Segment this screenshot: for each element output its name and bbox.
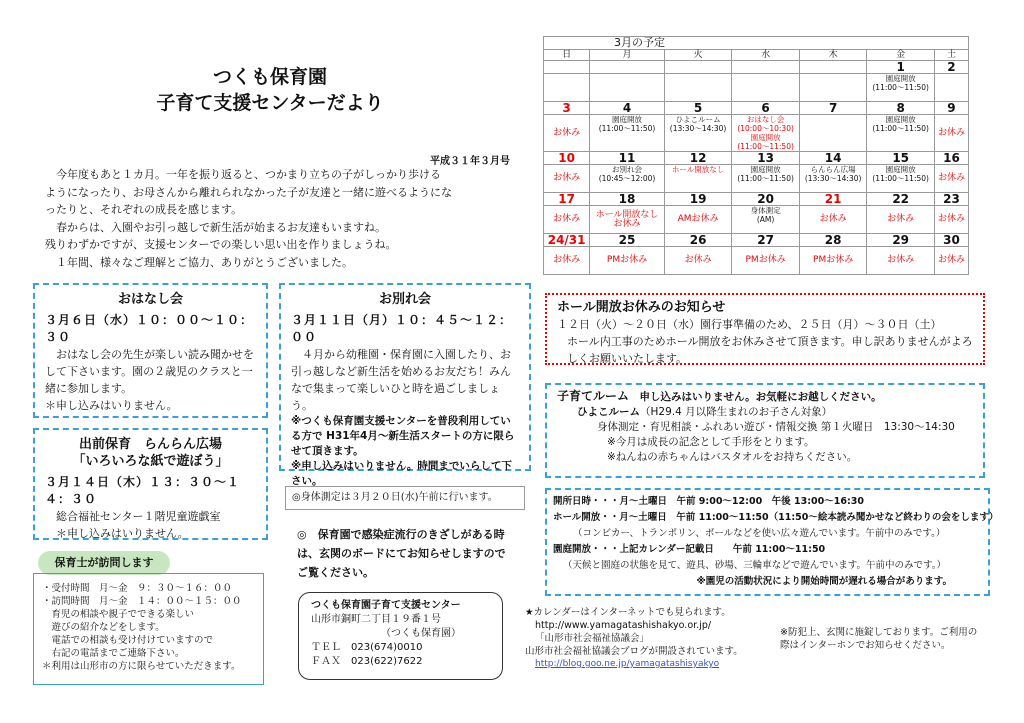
demae-place: 総合福祉センター１階児童遊戯室 [45,510,221,523]
march-calendar [543,36,969,275]
calendar-event: おはなし会 (10:00～10:30) 園庭開放 (11:00～11:50) [732,115,800,152]
calendar-date: 7 [799,102,867,115]
newsletter-title-2: 子育て支援センターだより [156,92,384,114]
calendar-event: お休み [934,115,968,152]
hall-notice-title: ホール開放お休みのお知らせ [557,300,726,315]
calendar-date: 24/31 [544,234,590,247]
demae-title-1: 出前保育 らんらん広場 [78,437,222,452]
calendar-date: 27 [732,234,800,247]
hours-line-1: 開所日時・・・月～土曜日 午前 9:00～12:00 午後 13:00～16:30 [553,496,864,507]
contact-sub: （つくも保育園） [381,628,461,639]
calendar-event [664,74,732,102]
ohanashi-time: ３月６日（水）１０：００～１０：３０ [45,313,254,344]
calendar-date: 28 [799,234,867,247]
owakare-title: お別れ会 [378,292,431,307]
calendar-event: お休み [867,247,935,275]
calendar-date: 19 [664,193,732,206]
calendar-event [732,74,800,102]
calendar-event: 園庭開放 (11:00～11:50) [867,165,935,193]
calendar-event: お休み [544,206,590,234]
owakare-note-2: ※申し込みはいりません。時間までいらして下さい。 [291,460,512,487]
issue-date: 平成３１年３月号 [430,156,510,167]
owakare-box [279,283,531,487]
contact-fax: ＦＡＸ 023(622)7622 [311,656,423,667]
intro-line: 残りわずかですが、支援センターでの楽しい思い出を作りましょうね。 [45,238,397,251]
contact-tel: ＴＥＬ 023(674)0010 [311,642,423,653]
owakare-note-1: ※つくも保育園支援センターを普段利用している方で H31年4月～新生活スタートの方に限らせて頂きます。 [291,415,515,457]
calendar-event: 園庭開放 (11:00～11:50) [732,165,800,193]
calendar-event [934,74,968,102]
footer-line-3: 「山形市社会福祉協議会」 [535,633,650,644]
calendar-day-header: 土 [934,50,968,61]
intro-line: １年間、様々なご理解とご協力、ありがとうございました。 [45,255,353,269]
calendar-event: PMお休み [590,247,665,275]
calendar-event: ホール開放なし お休み [590,206,665,234]
owakare-body: ４月から幼稚園・保育園に入園したり、お引っ越しなど新生活を始めるお友だち！みんなで集まって楽しいひと時を過ごしましょう。 [291,348,511,412]
calendar-day-header: 木 [799,50,867,61]
calendar-day-header: 金 [867,50,935,61]
calendar-date [664,61,732,74]
calendar-date: 10 [544,152,590,165]
kosodate-title-note: 申し込みはいりません。お気軽にお越しください。 [639,391,882,403]
calendar-event: お休み [934,206,968,234]
demae-title-2: 「いろいろな紙で遊ぼう」 [72,454,229,469]
visit-badge: 保育士が訪問します [38,551,170,575]
calendar-date: 22 [867,193,935,206]
infection-notice: ◎ 保育園で感染症流行のきざしがある時は、玄関のボードにてお知らせしますのでご覧ください。 [297,528,506,579]
hours-line-2: ホール開放・・月～土曜日 午前 11:00～11:50（11:50～絵本読み聞かせなど終わりの会をします） [553,512,999,523]
calendar-date [544,61,590,74]
calendar-date: 15 [867,152,935,165]
calendar-event: お休み [934,165,968,193]
calendar-event: お休み [799,206,867,234]
ohanashi-box [33,283,268,418]
calendar-date: 5 [664,102,732,115]
calendar-date [590,61,665,74]
calendar-event: らんらん広場 (13:30～14:30) [799,165,867,193]
calendar-event: 身体測定 (AM) [732,206,800,234]
demae-note: ＊申し込みはいりません。 [45,527,189,540]
measure-notice: ◎身体測定は３月２０日(水)午前に行います。 [285,486,525,510]
visit-line: 電話での相談も受け付けていますので [42,635,214,646]
visit-line: 育児の相談や親子でできる楽しい [42,609,195,620]
calendar-date: 23 [934,193,968,206]
footer-line-1: ★カレンダーはインターネットでも見られます。 [525,607,731,618]
calendar-day-header: 日 [544,50,590,61]
security-note: ※防犯上、玄関に施錠しております。ご利用の際はインターホンでお知らせください。 [780,627,978,651]
demae-box [33,428,268,540]
calendar-event: お休み [544,165,590,193]
calendar-date: 30 [934,234,968,247]
calendar-date: 11 [590,152,665,165]
calendar-event: お休み [867,206,935,234]
calendar-date: 16 [934,152,968,165]
demae-time: ３月１４日（木）１３：３０～１４：３０ [45,475,241,506]
calendar-date: 14 [799,152,867,165]
footer-line-4: 山形市社会福祉協議会ブログが開設されています。 [525,646,743,657]
contact-name: つくも保育園子育て支援センター [311,600,461,611]
calendar-event: ホール開放なし [664,165,732,193]
calendar-date: 21 [799,193,867,206]
calendar-date: 20 [732,193,800,206]
visit-box [33,573,264,685]
hours-line-6: ※園児の活動状況により開始時間が遅れる場合があります。 [696,576,952,587]
calendar-event: ひよこルーム (13:30～14:30) [664,115,732,152]
visit-line: ・受付時間 月～金 ９：３０～１６：００ [42,583,233,594]
calendar-event: AMお休み [664,206,732,234]
calendar-date: 4 [590,102,665,115]
calendar-date [799,61,867,74]
calendar-event: お休み [934,247,968,275]
intro-line: 今年度もあと１カ月。一年を振り返ると、つかまり立ちの子がしっかり歩ける [45,168,441,181]
calendar-date: 1 [867,61,935,74]
calendar-date: 29 [867,234,935,247]
hours-box [545,488,999,596]
calendar-event: 園庭開放 (11:00～11:50) [867,115,935,152]
calendar-date: 17 [544,193,590,206]
calendar-day-header: 月 [590,50,665,61]
hours-line-4: 園庭開放・・・上記カレンダー記載日 午前 11:00～11:50 [553,544,826,555]
hours-line-3: （コンビカー、トランポリン、ボールなどを使い広々遊んでいます。午前中のみです。） [573,528,946,539]
intro-line: ようになったり、お母さんから離れられなかった子が友達と一緒に遊べるようにな [45,185,452,199]
calendar-event [590,74,665,102]
calendar-day-header: 火 [664,50,732,61]
calendar-date: 6 [732,102,800,115]
visit-line: 右記の電話までご連絡下さい。 [42,648,185,659]
visit-line: ・訪問時間 月～金 １４：００～１５：００ [42,596,242,607]
calendar-event: お休み [544,115,590,152]
calendar-date: 3 [544,102,590,115]
calendar-event: 園庭開放 (11:00～11:50) [590,115,665,152]
intro-line: ったりと、それぞれの成長を感じます。 [45,203,243,216]
calendar-date: 12 [664,152,732,165]
hall-notice-line-2: ホール内工事のためホール開放をお休みさせて頂きます。申し訳ありませんがよろしくお願いいたします。 [567,335,973,365]
calendar-date [732,61,800,74]
calendar-event [544,74,590,102]
ohanashi-note: ＊申し込みはいりません。 [45,399,178,412]
calendar-day-header: 水 [732,50,800,61]
calendar-event: PMお休み [732,247,800,275]
intro-text [45,166,525,271]
calendar-date: 2 [934,61,968,74]
intro-line: 春からは、入園やお引っ越しで新生活が始まるお友達もいますね。 [45,220,386,234]
hiyoko-note-2: ※ねんねの赤ちゃんはバスタオルをお持ちください。 [607,451,858,463]
calendar-caption: 3月の予定 [544,37,969,50]
hiyoko-label: ひよこルーム [577,406,640,418]
ohanashi-title: おはなし会 [117,292,183,307]
calendar-date: 13 [732,152,800,165]
hours-line-5: （天候と園庭の状態を見て、遊具、砂場、三輪車などで遊んでいます。午前中のみです。） [563,560,947,571]
calendar-event [799,74,867,102]
kosodate-title: 子育てルーム [557,389,630,403]
calendar-event: お休み [544,247,590,275]
contact-box [298,592,503,680]
ohanashi-body: おはなし会の先生が楽しい読み聞かせをして下さいます。園の２歳児のクラスと一緒に参加します。 [45,348,254,395]
owakare-time: ３月１１日（月）１０：４５～１２：００ [291,313,513,344]
calendar-date: 9 [934,102,968,115]
newsletter-title-1: つくも保育園 [212,66,327,88]
footer-left [525,606,775,671]
calendar-date: 18 [590,193,665,206]
calendar-event: お別れ会 (10:45～12:00) [590,165,665,193]
calendar-event: お休み [664,247,732,275]
calendar-date: 25 [590,234,665,247]
calendar-event: 園庭開放 (11:00～11:50) [867,74,935,102]
hall-notice-line-1: １２日（火）～２０日（水）園行事準備のため、２５日（月）～３０日（土） [557,318,942,331]
hiyoko-note-1: ※今月は成長の記念として手形をとります。 [607,436,815,448]
footer-url-1[interactable]: http://www.yamagatashishakyo.or.jp/ [535,620,712,631]
calendar-date: 26 [664,234,732,247]
footer-url-2[interactable]: http://blog.goo.ne.jp/yamagatashisyakyo [535,659,720,669]
hiyoko-target: （H29.4 月以降生まれのお子さん対象） [640,406,833,418]
kosodate-box [545,383,985,478]
visit-line: 遊びの紹介などをします。 [42,622,165,633]
calendar-event [799,115,867,152]
hiyoko-content: 身体測定・育児相談・ふれあい遊び・情報交換 第１火曜日 13:30～14:30 [597,421,955,433]
calendar-date: 8 [867,102,935,115]
hall-notice-box [545,293,985,365]
calendar-event: PMお休み [799,247,867,275]
contact-address: 山形市銅町二丁目１９番１号 [311,614,441,625]
visit-line: ＊利用は山形市の方に限らせていただきます。 [42,661,241,672]
